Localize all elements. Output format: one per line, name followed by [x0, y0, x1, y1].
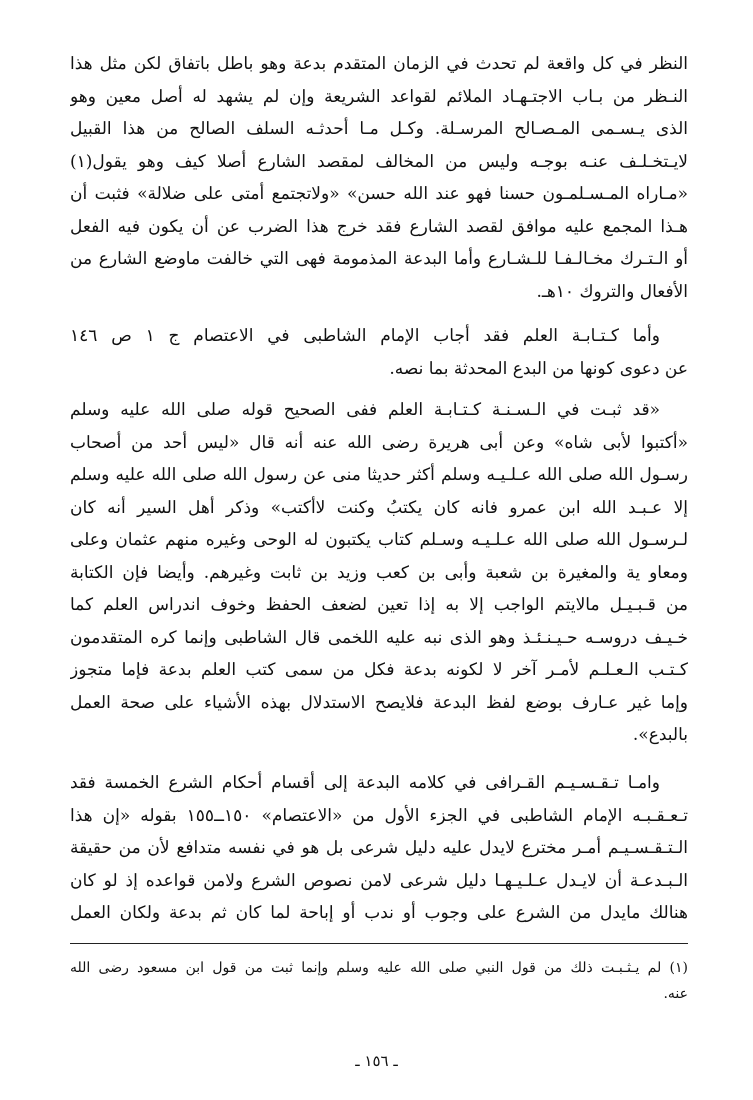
- paragraph-3: [70, 394, 688, 752]
- text-line: أو الـتـرك مخـالـفـا للـشـارع وأما البدعة المذمومة فهى التي خالفت ماوضع الشارع من: [70, 249, 688, 269]
- footnote-divider: [70, 943, 688, 944]
- text-line: من قـبـيـل مالايتم الواجب إلا به إذا تعين لضعف الحفظ وخوف اندراس العلم كما: [70, 595, 688, 615]
- text-line: النـظر من بـاب الاجتـهـاد الملائم لقواعد الشريعة وإن لم يشهد له أصل معين وهو: [70, 86, 688, 107]
- text-line: «أكتبوا لأبى شاه» وعن أبى هريرة رضى الله عنه أنه قال «ليس أحد من أصحاب: [70, 432, 688, 453]
- text-line: الذى يـسـمى المـصـالح المرسـلة. وكـل مـا أحدثـه السلف الصالح من هذا القبيل: [70, 119, 688, 139]
- text-line: الـبـدعـة أن لايـدل عـلـيـهـا دليل شرعى لامن نصوص الشرع ولامن قواعده إذ لو كان: [70, 870, 688, 891]
- text-line: وأما كـتـابـة العلم فقد أجاب الإمام الشاطبى في الاعتصام ج ١ ص ١٤٦: [70, 326, 660, 346]
- page-number: ـ ١٥٦ ـ: [355, 1052, 398, 1070]
- text-line: هنالك مايدل من الشرع على وجوب أو ندب أو إباحة لما كان ثم بدعة ولكان العمل: [70, 903, 688, 923]
- footnote-line: عنه.: [663, 986, 688, 1002]
- text-line: الـتـقـسـيـم أمـر مخترع لايدل عليه دليل شرعى بل هو في نفسه متدافع لأن من حقيقة: [70, 838, 688, 858]
- text-line: وإما غير عـارف بوضع لفظ البدعة فلايصح الاستدلال بهذه الأشياء على صحة العمل: [70, 692, 688, 713]
- text-line: خـيـف دروسـه حـيـنـئـذ وهو الذى نبه عليه اللخمى قال الشاطبى وإنما كره المتقدمون: [70, 627, 688, 648]
- text-line: لـرسـول الله صلى الله عـلـيـه وسـلم كتاب يكتبون له الوحى وغيره منهم عثمان وعلى: [70, 530, 688, 550]
- text-line: ومعاو ية والمغيرة بن شعبة وأبى بن كعب وزيد بن ثابت وغيرهم. وأيضا فإن الكتابة: [70, 562, 688, 583]
- text-line: النظر في كل واقعة لم تحدث في الزمان المتقدم بدعة وهو باطل باتفاق لكن مثل هذا: [70, 54, 688, 74]
- text-line: عن دعوى كونها من البدع المحدثة بما نصه.: [389, 358, 688, 379]
- text-line: «مـاراه المـسـلمـون حسنا فهو عند الله حسن» «ولاتجتمع أمتى على ضلالة» فثبت أن: [70, 184, 688, 204]
- paragraph-2: [70, 320, 688, 385]
- text-line: «قد ثبـت في الـسـنـة كـتـابـة العلم ففى الصحيح قوله صلى الله عليه وسلم: [70, 400, 660, 420]
- text-line: وامـا تـقـسـيـم القـرافى في كلامه البدعة إلى أقسام أحكام الشرع الخمسة فقد: [70, 773, 660, 793]
- text-line: كـتـب الـعـلـم لأمـر آخر لا لكونه بدعة فكل من سمى كتب العلم بدعة فإما متجوز: [70, 660, 688, 680]
- text-line: إلا عـبـد الله ابن عمرو فانه كان يكتبُ وكنت لاأكتب» وذكر أهل السير أنه كان: [70, 497, 688, 518]
- text-line: الأفعال والتروك ١٠هـ.: [536, 281, 688, 302]
- footnote-line: (١) لم يـثـبـت ذلك من قول النبي صلى الله عليه وسلم وإنما ثبت من قول ابن مسعود رضى الله: [70, 960, 688, 976]
- footnote: [70, 955, 688, 1007]
- paragraph-1: [70, 48, 688, 308]
- text-line: تـعـقـبـه الإمام الشاطبى في الجزء الأول من «الاعتصام» ١٥٠ــ١٥٥ بقوله «إن هذا: [70, 805, 688, 826]
- text-line: بالبدع».: [632, 725, 688, 745]
- paragraph-4: [70, 767, 688, 930]
- text-line: رسـول الله صلى الله عـلـيـه وسلم أكثر حديثا منى عن رسول الله صلى الله عليه وسلم: [70, 465, 688, 485]
- text-line: هـذا المجمع عليه موافق لقصد الشارع فقد خرج هذا الضرب عن أن يكون فيه الفعل: [70, 216, 688, 237]
- text-line: لايـتخـلـف عنـه بوجـه وليس من المخالف لمقصد الشارع أصلا كيف وهو يقول(١): [70, 151, 688, 172]
